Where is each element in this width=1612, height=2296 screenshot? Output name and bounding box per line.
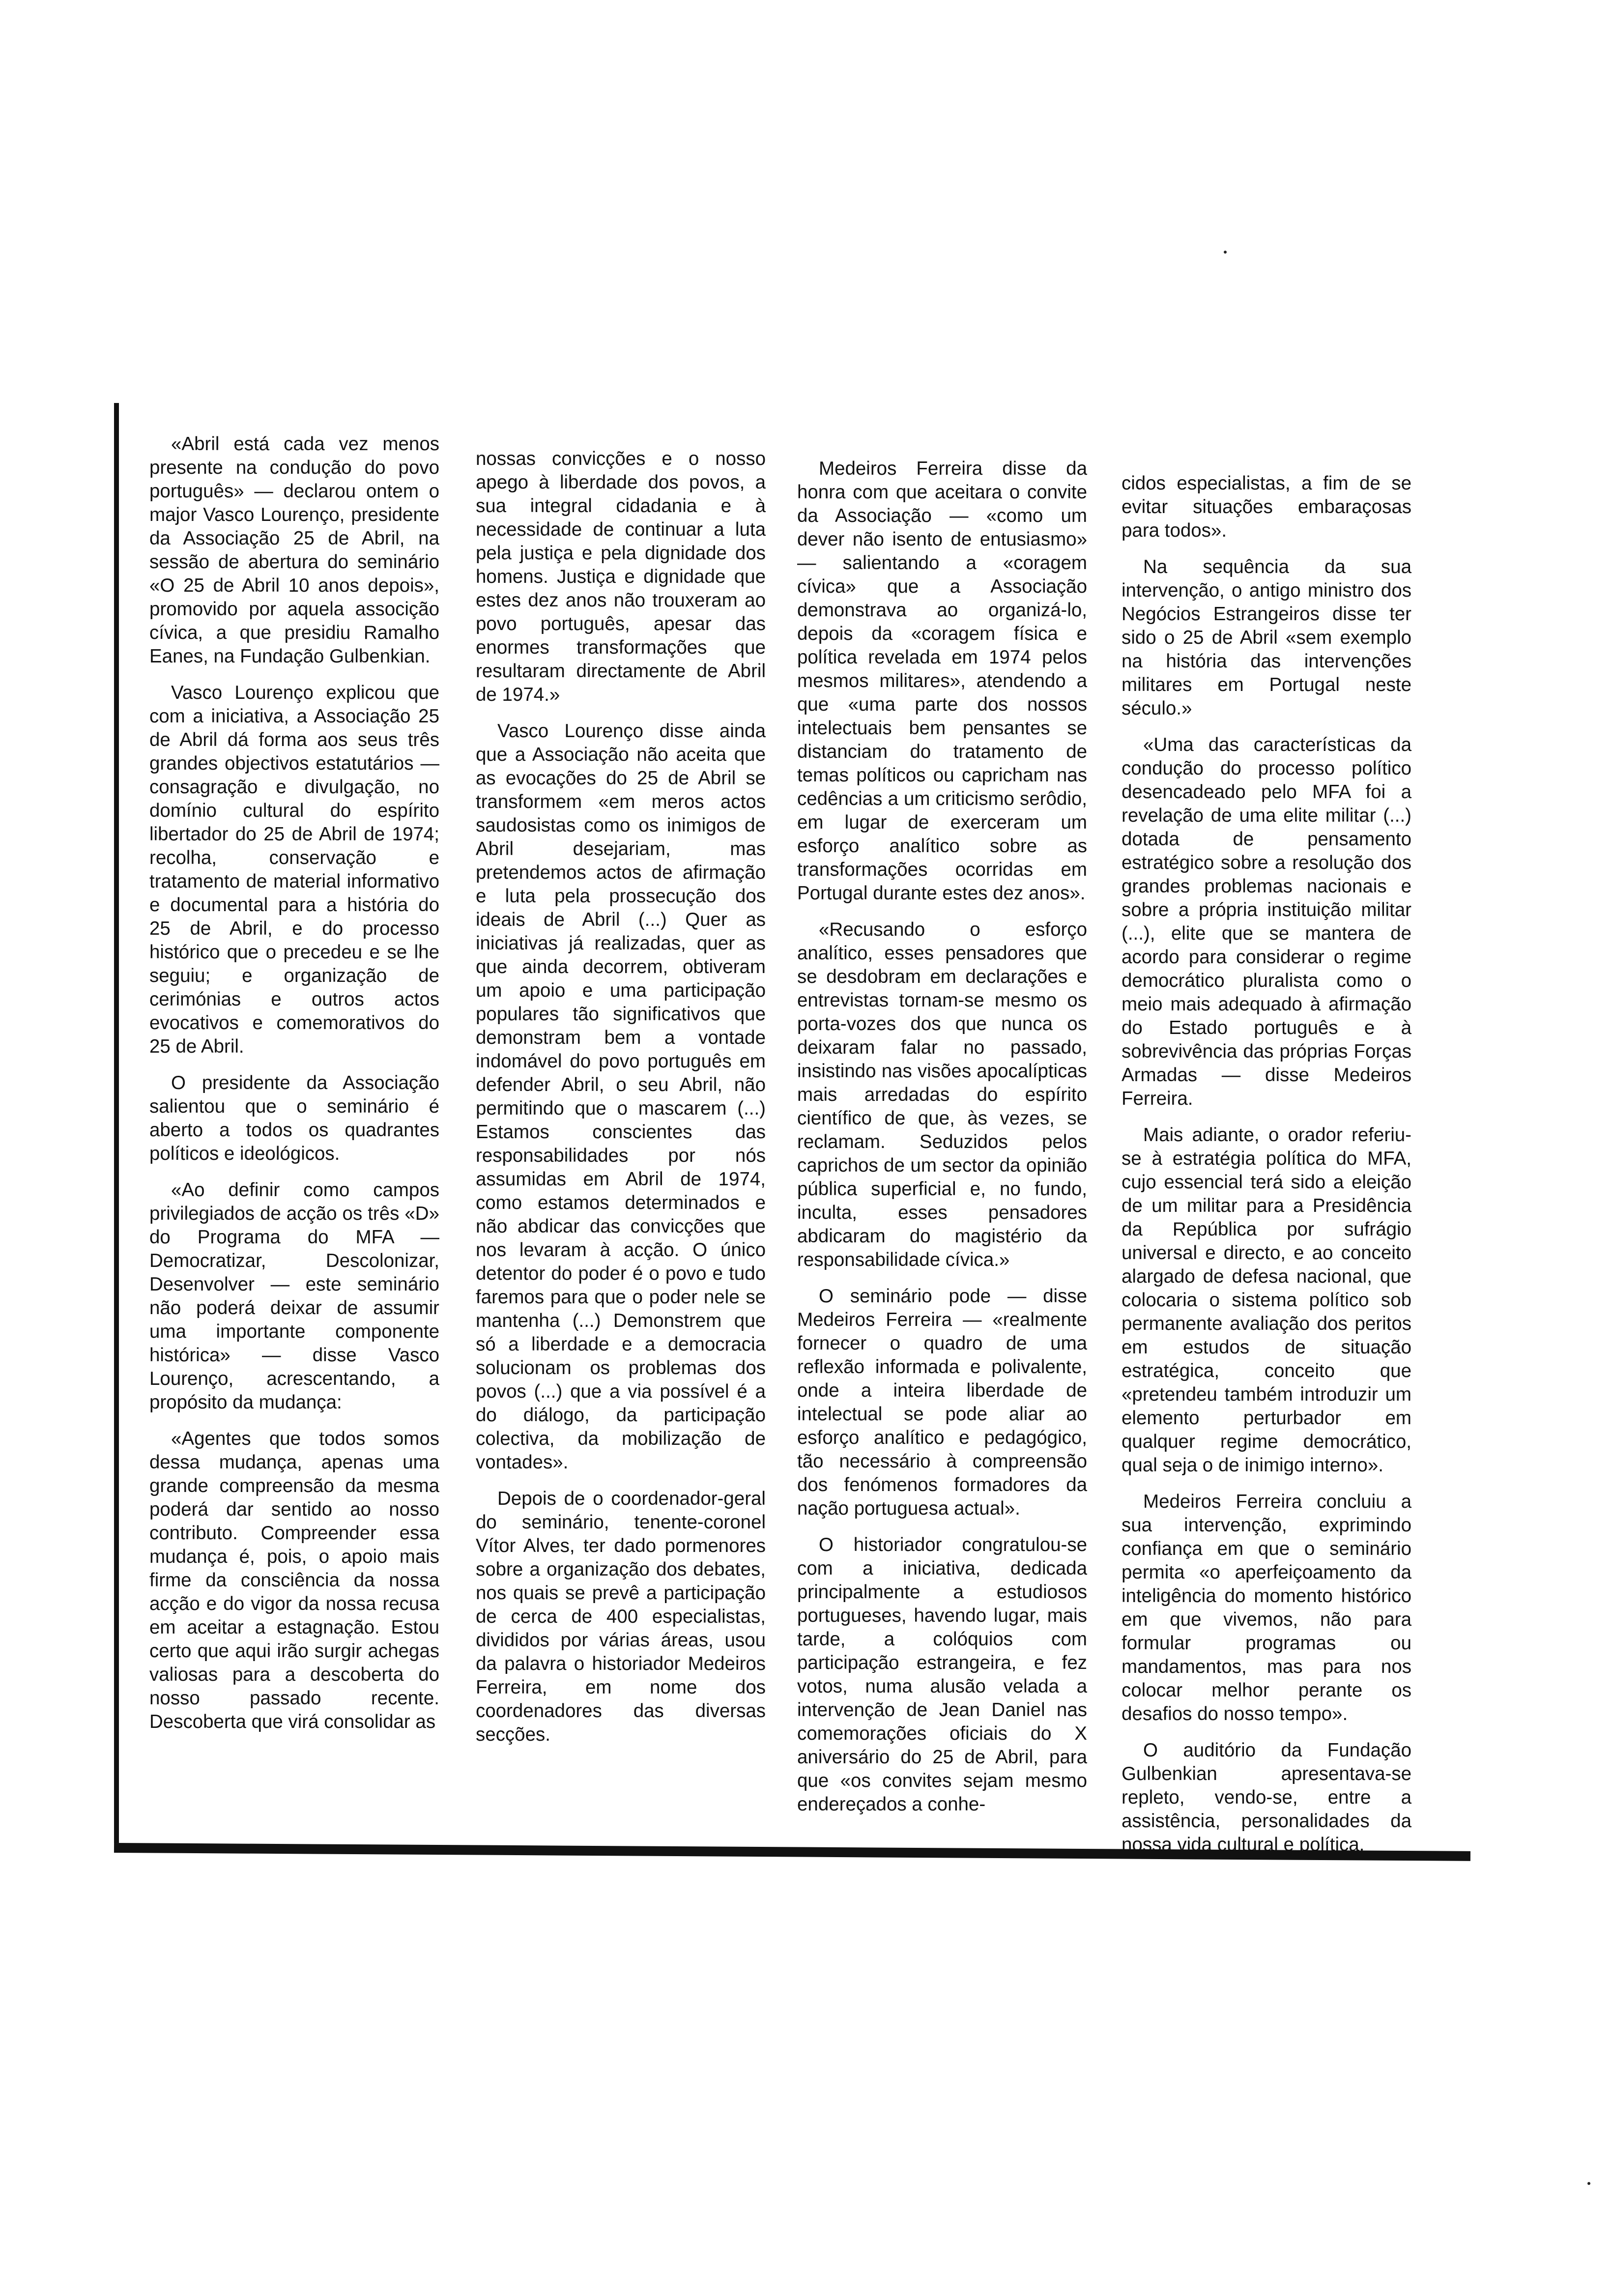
article-column-3 [797,457,1087,1829]
paragraph: Depois de o coordenador-geral do seminário, tenente-coronel Vítor Alves, ter dado pormenores sobre a organização dos debates, nos quais se prevê a participação de cerca de 400 especialistas, divididos por várias áreas, usou da palavra o historiador Medeiros Ferreira, em nome dos coordenadores das diversas secções. [476,1488,766,1745]
paragraph: O presidente da Associação salientou que o seminário é aberto a todos os quadrantes políticos e ideológicos. [149,1072,439,1164]
article-column-2 [476,447,766,1759]
paragraph: cidos especialistas, a fim de se evitar situações embaraçosas para todos». [1122,473,1411,541]
paragraph: O auditório da Fundação Gulbenkian apresentava-se repleto, vendo-se, entre a assistência, personalidades da nossa vida cultural e política. [1122,1740,1411,1855]
paragraph: Na sequência da sua intervenção, o antigo ministro dos Negócios Estrangeiros disse ter sido o 25 de Abril «sem exemplo na história das intervenções militares em Portugal neste século.» [1122,556,1411,719]
paragraph: Vasco Lourenço explicou que com a iniciativa, a Associação 25 de Abril dá forma aos seus três grandes objectivos estatutários — consagração e divulgação, no domínio cultural do espírito libertador do 25 de Abril de 1974; recolha, conservação e tratamento de material informativo e documental para a história do 25 de Abril, e do processo histórico que o precedeu e se lhe seguiu; e organização de cerimónias e outros actos evocativos e comemorativos do 25 de Abril. [149,682,439,1057]
paragraph: «Recusando o esforço analítico, esses pensadores que se desdobram em declarações e entrevistas tornam-se mesmo os porta-vozes dos que nunca os deixaram falar no passado, insistindo nas visões apocalípticas mais arredadas do espírito científico de que, às vezes, se reclamam. Seduzidos pelos caprichos de um sector da opinião pública superficial e, no fundo, inculta, esses pensadores abdicaram do magistério da responsabilidade cívica.» [797,919,1087,1270]
paragraph: O seminário pode — disse Medeiros Ferreira — «realmente fornecer o quadro de uma reflexão informada e polivalente, onde a inteira liberdade de intelectual se pode aliar ao esforço analítico e pedagógico, tão necessário à compreensão dos fenómenos formadores da nação portuguesa actual». [797,1286,1087,1519]
left-border-rule [114,403,119,1843]
paragraph: «Agentes que todos somos dessa mudança, apenas uma grande compreensão da mesma poderá dar sentido ao nosso contributo. Compreender essa mudança é, pois, o apoio mais firme da consciência da nossa acção e do vigor da nossa recusa em aceitar a estagnação. Estou certo que aqui irão surgir achegas valiosas para a descoberta do nosso passado recente. Descoberta que virá consolidar as [149,1428,439,1732]
scan-speck [1224,251,1227,254]
newspaper-clipping [114,403,1470,1867]
paragraph: «Uma das características da condução do processo político desencadeado pelo MFA foi a revelação de uma elite militar (...) dotada de pensamento estratégico sobre a resolução dos grandes problemas nacionais e sobre a própria instituição militar (...), elite que se mantera de acordo para considerar o regime democrático pluralista como o meio mais adequado à afirmação do Estado português e à sobrevivência das próprias Forças Armadas — disse Medeiros Ferreira. [1122,734,1411,1109]
paragraph: Mais adiante, o orador referiu-se à estratégia política do MFA, cujo essencial terá sido a eleição de um militar para a Presidência da República por sufrágio universal e directo, e ao conceito alargado de defesa nacional, que colocaria o sistema político sob permanente avaliação dos peritos em estudos de situação estratégica, conceito que «pretendeu também introduzir um elemento perturbador em qualquer regime democrático, qual seja o de inimigo interno». [1122,1124,1411,1476]
paragraph: «Abril está cada vez menos presente na condução do povo português» — declarou ontem o major Vasco Lourenço, presidente da Associação 25 de Abril, na sessão de abertura do seminário «O 25 de Abril 10 anos depois», promovido por aquela associção cívica, a que presidiu Ramalho Eanes, na Fundação Gulbenkian. [149,433,439,667]
paragraph: Medeiros Ferreira disse da honra com que aceitara o convite da Associação — «como um dever não isento de entusiasmo» — salientando a «coragem cívica» que a Associação demonstrava ao organizá-lo, depois da «coragem física e política revelada em 1974 pelos mesmos militares», atendendo a que «uma parte dos nossos intelectuais bem pensantes se distanciam do tratamento de temas políticos ou capricham nas cedências a um criticismo serôdio, em lugar de exerceram um esforço analítico sobre as transformações ocorridas em Portugal durante estes dez anos». [797,458,1087,904]
paragraph: Vasco Lourenço disse ainda que a Associação não aceita que as evocações do 25 de Abril se transformem «em meros actos saudosistas como os inimigos de Abril desejariam, mas pretendemos actos de afirmação e luta pela prossecução dos ideais de Abril (...) Quer as iniciativas já realizadas, quer as que ainda decorrem, obtiveram um apoio e uma participação populares tão significativos que demonstram bem a vontade indomável do povo português em defender Abril, o seu Abril, não permitindo que o mascarem (...) Estamos conscientes das responsabilidades por nós assumidas em Abril de 1974, como estamos determinados e não abdicar das convicções que nos levaram à acção. O único detentor do poder é o povo e tudo faremos para que o poder nele se mantenha (...) Demonstrem que só a liberdade e a democracia solucionam os problemas dos povos (...) que a via possível é a do diálogo, da participação colectiva, da mobilização de vontades». [476,720,766,1473]
article-column-4 [1122,472,1411,1869]
paragraph: Medeiros Ferreira concluiu a sua intervenção, exprimindo confiança em que o seminário permita «o aperfeiçoamento da inteligência do momento histórico em que vivemos, não para formular programas ou mandamentos, mas para nos colocar melhor perante os desafios do nosso tempo». [1122,1491,1411,1724]
paragraph: «Ao definir como campos privilegiados de acção os três «D» do Programa do MFA — Democratizar, Descolonizar, Desenvolver — este seminário não poderá deixar de assumir uma importante componente histórica» — disse Vasco Lourenço, acrescentando, a propósito da mudança: [149,1179,439,1413]
paragraph: O historiador congratulou-se com a iniciativa, dedicada principalmente a estudiosos portugueses, havendo lugar, mais tarde, a colóquios com participação estrangeira, e fez votos, numa alusão velada a intervenção de Jean Daniel nas comemorações oficiais do X aniversário do 25 de Abril, para que «os convites sejam mesmo endereçados a conhe- [797,1534,1087,1815]
scan-speck [1587,2182,1590,2185]
article-column-1 [149,432,439,1747]
paragraph: nossas convicções e o nosso apego à liberdade dos povos, a sua integral cidadania e à necessidade de continuar a luta pela justiça e pela dignidade dos homens. Justiça e dignidade que estes dez anos não trouxeram ao povo português, apesar das enormes transformações que resultaram directamente de Abril de 1974.» [476,448,766,705]
